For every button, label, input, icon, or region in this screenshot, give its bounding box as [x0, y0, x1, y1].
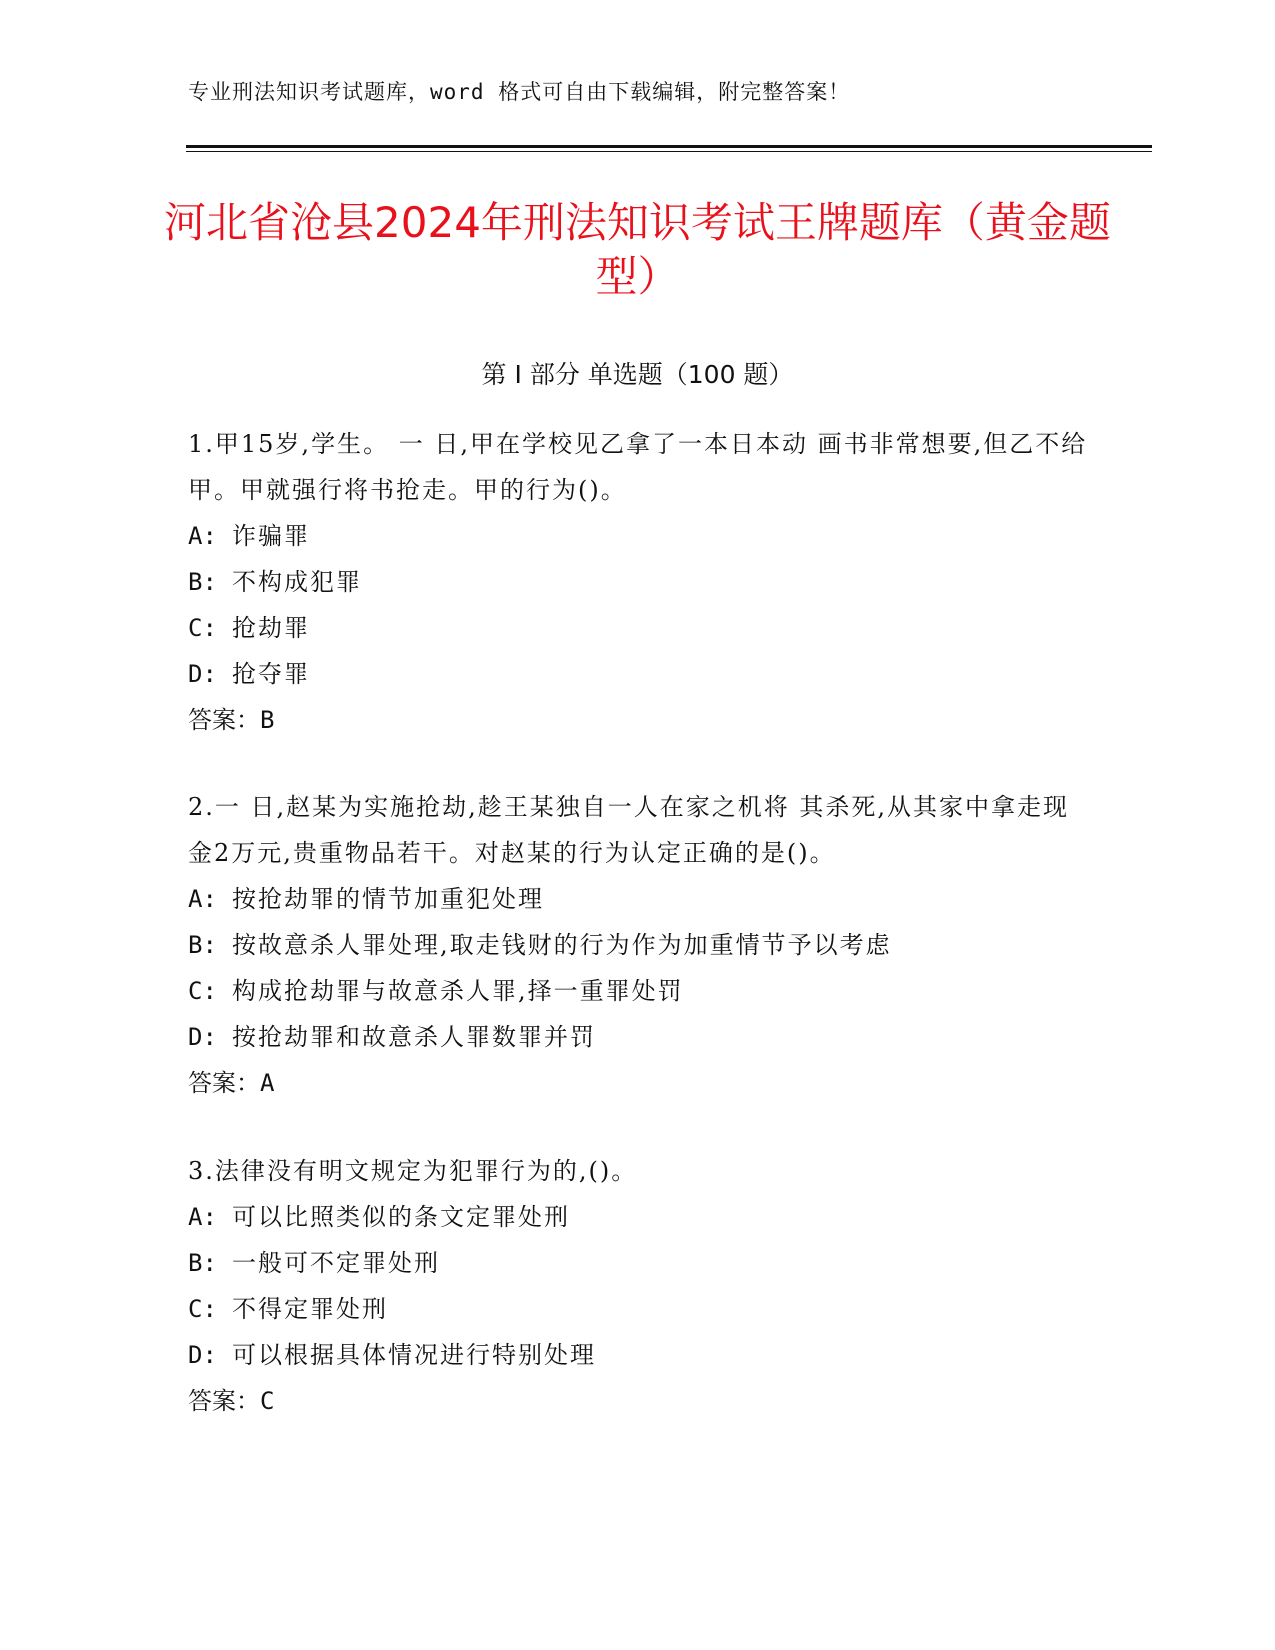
option-c [188, 605, 1088, 651]
answer-line [188, 697, 1088, 743]
option-text: 不得定罪处刑 [232, 1295, 388, 1323]
option-text: 可以比照类似的条文定罪处刑 [232, 1203, 570, 1231]
answer-label: 答案： [188, 706, 260, 734]
question-2 [188, 784, 1088, 1106]
option-text: 按抢劫罪和故意杀人罪数罪并罚 [232, 1023, 596, 1051]
header-divider-thick [186, 145, 1152, 148]
option-key: A: [188, 885, 217, 913]
document-title: 河北省沧县2024年刑法知识考试王牌题库（黄金题型） [164, 198, 1111, 301]
option-text: 可以根据具体情况进行特别处理 [232, 1341, 596, 1369]
header-note: 专业刑法知识考试题库，word 格式可自由下载编辑，附完整答案！ [188, 80, 851, 104]
option-text: 一般可不定罪处刑 [232, 1249, 440, 1277]
option-text: 诈骗罪 [232, 522, 310, 550]
option-key: C: [188, 1295, 217, 1323]
option-text: 构成抢劫罪与故意杀人罪,择一重罪处罚 [232, 977, 684, 1005]
option-d [188, 1014, 1088, 1060]
answer-label: 答案： [188, 1387, 260, 1415]
option-text: 不构成犯罪 [232, 568, 362, 596]
option-key: D: [188, 660, 217, 688]
option-key: D: [188, 1341, 217, 1369]
question-3 [188, 1148, 1088, 1424]
option-key: A: [188, 1203, 217, 1231]
option-key: B: [188, 931, 217, 959]
question-stem: 1.甲15岁,学生。 一 日,甲在学校见乙拿了一本日本动 画书非常想要,但乙不给甲。甲就强行将书抢走。甲的行为()。 [188, 430, 1088, 504]
option-text: 按故意杀人罪处理,取走钱财的行为作为加重情节予以考虑 [232, 931, 892, 959]
option-c [188, 1286, 1088, 1332]
option-a [188, 513, 1088, 559]
header-divider-thin [186, 151, 1152, 152]
question-stem: 2.一 日,赵某为实施抢劫,趁王某独自一人在家之机将 其杀死,从其家中拿走现金2万元,贵重物品若干。对赵某的行为认定正确的是()。 [188, 793, 1070, 867]
answer-value: B [260, 706, 275, 734]
option-b [188, 559, 1088, 605]
option-key: C: [188, 614, 217, 642]
option-b [188, 922, 1088, 968]
answer-label: 答案： [188, 1069, 260, 1097]
option-key: D: [188, 1023, 217, 1051]
option-c [188, 968, 1088, 1014]
answer-line [188, 1378, 1088, 1424]
option-text: 按抢劫罪的情节加重犯处理 [232, 885, 544, 913]
option-text: 抢劫罪 [232, 614, 310, 642]
answer-line [188, 1060, 1088, 1106]
option-key: C: [188, 977, 217, 1005]
question-stem: 3.法律没有明文规定为犯罪行为的,()。 [188, 1157, 638, 1185]
option-text: 抢夺罪 [232, 660, 310, 688]
answer-value: C [260, 1387, 275, 1415]
question-1 [188, 421, 1088, 743]
option-key: B: [188, 1249, 217, 1277]
section-title: 第 I 部分 单选题（100 题） [481, 360, 794, 389]
option-a [188, 876, 1088, 922]
option-d [188, 651, 1088, 697]
option-key: A: [188, 522, 217, 550]
option-a [188, 1194, 1088, 1240]
answer-value: A [260, 1069, 275, 1097]
option-d [188, 1332, 1088, 1378]
option-b [188, 1240, 1088, 1286]
option-key: B: [188, 568, 217, 596]
